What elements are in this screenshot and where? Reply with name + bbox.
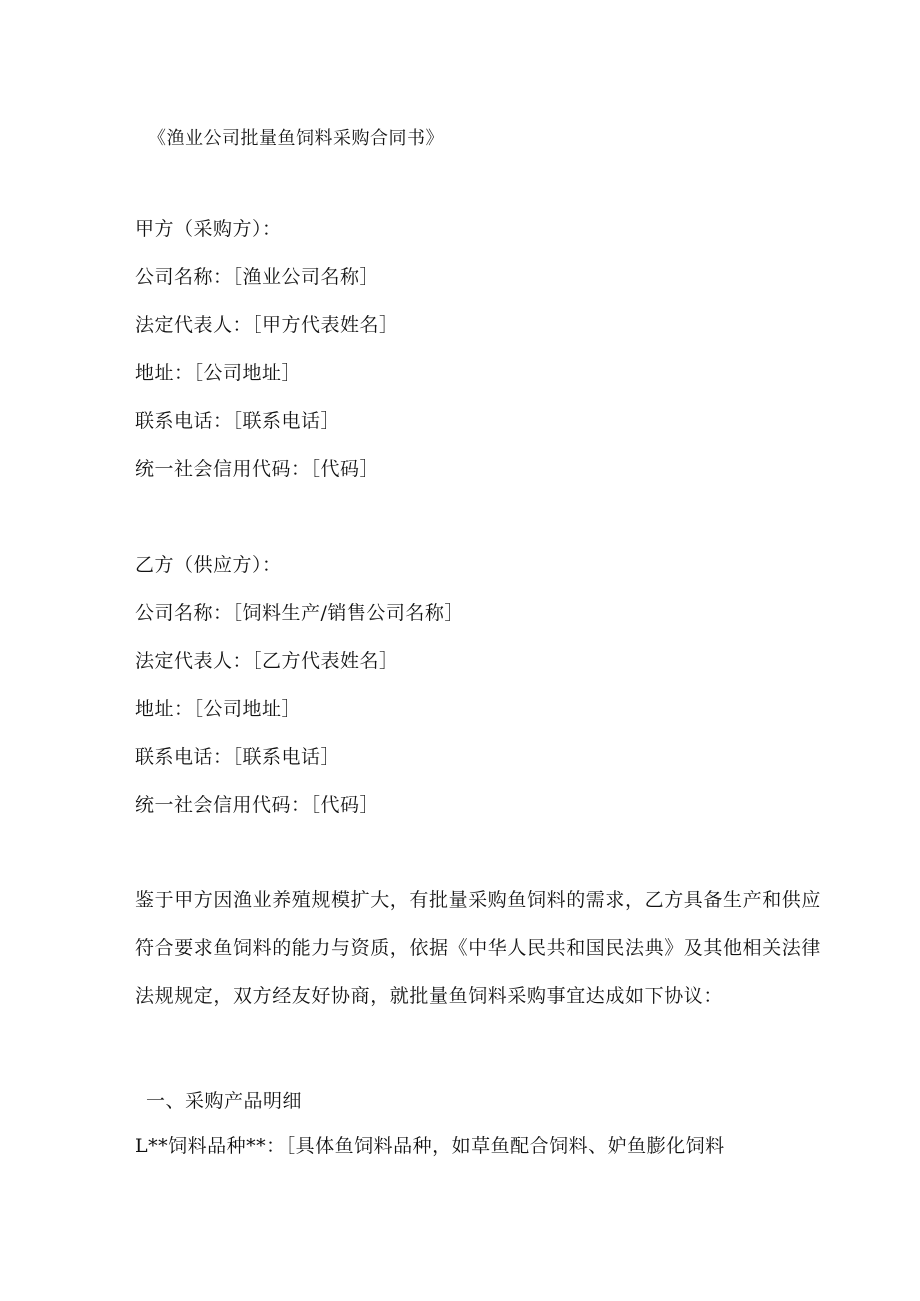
party-a-phone: 联系电话：［联系电话］ bbox=[135, 410, 341, 432]
party-b-legal-rep: 法定代表人：［乙方代表姓名］ bbox=[135, 650, 399, 672]
party-b-phone: 联系电话：［联系电话］ bbox=[135, 746, 341, 768]
party-a-company: 公司名称：［渔业公司名称］ bbox=[135, 266, 380, 288]
party-a-address: 地址：［公司地址］ bbox=[135, 362, 302, 384]
preamble-line: 法规规定，双方经友好协商，就批量鱼饲料采购事宜达成如下协议： bbox=[135, 985, 724, 1007]
preamble-line: 符合要求鱼饲料的能力与资质，依据《中华人民共和国民法典》及其他相关法律 bbox=[135, 937, 822, 959]
document-title: 《渔业公司批量鱼饲料采购合同书》 bbox=[148, 128, 444, 149]
party-a-credit-code: 统一社会信用代码：［代码］ bbox=[135, 458, 380, 480]
party-a-heading: 甲方（采购方）： bbox=[135, 218, 282, 240]
preamble-line: 鉴于甲方因渔业养殖规模扩大，有批量采购鱼饲料的需求，乙方具备生产和供应 bbox=[135, 889, 822, 911]
section-heading: 一、采购产品明细 bbox=[146, 1090, 303, 1112]
party-b-company: 公司名称：［饲料生产/销售公司名称］ bbox=[135, 602, 464, 624]
party-b-heading: 乙方（供应方）： bbox=[135, 554, 282, 576]
party-b-address: 地址：［公司地址］ bbox=[135, 698, 302, 720]
party-a-legal-rep: 法定代表人：［甲方代表姓名］ bbox=[135, 314, 399, 336]
section-item: L**饲料品种**：［具体鱼饲料品种，如草鱼配合饲料、妒鱼膨化饲料 bbox=[135, 1135, 725, 1157]
party-b-credit-code: 统一社会信用代码：［代码］ bbox=[135, 794, 380, 816]
